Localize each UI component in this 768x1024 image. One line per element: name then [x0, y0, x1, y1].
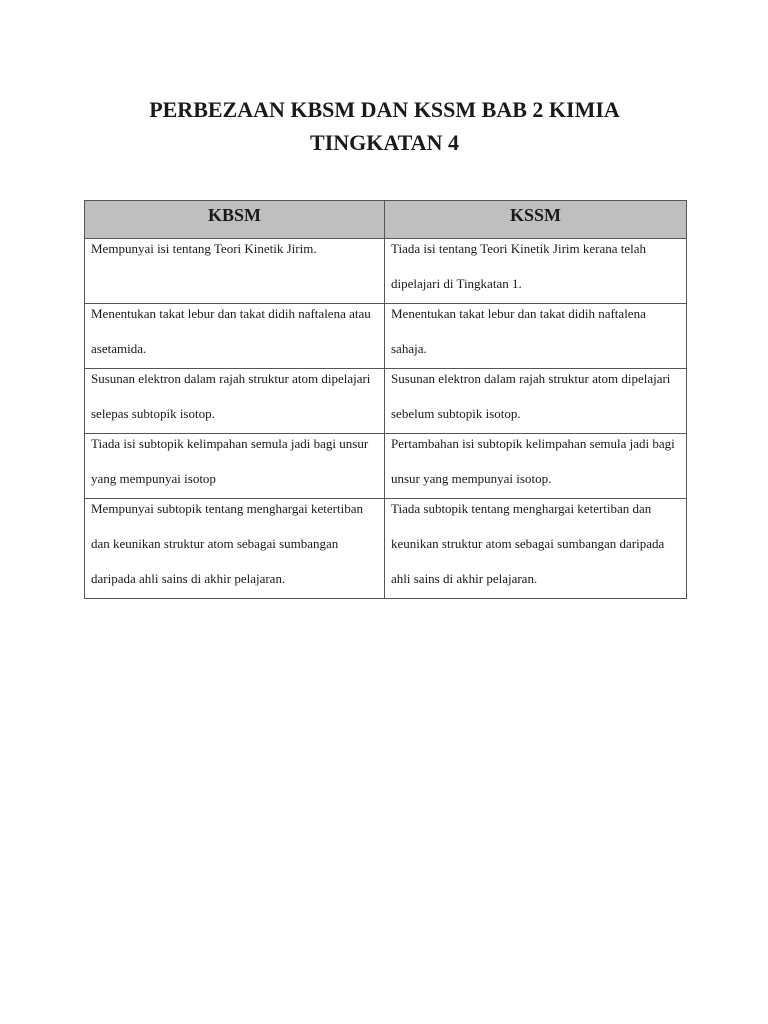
- table-row: [85, 499, 687, 599]
- table-cell-kssm: [385, 369, 687, 434]
- table-cell-kbsm: [85, 499, 385, 599]
- table-row: [85, 304, 687, 369]
- cell-text: Mempunyai isi tentang Teori Kinetik Jirim.: [91, 241, 317, 256]
- title-line-1: PERBEZAAN KBSM DAN KSSM BAB 2 KIMIA: [149, 97, 620, 122]
- title-line-2: TINGKATAN 4: [310, 130, 459, 155]
- cell-text: Pertambahan isi subtopik kelimpahan semula jadi bagi unsur yang mempunyai isotop.: [391, 436, 675, 486]
- table-cell-kssm: [385, 239, 687, 304]
- header-kbsm: KBSM: [85, 201, 385, 239]
- document-title: [84, 93, 685, 159]
- cell-text: Mempunyai subtopik tentang menghargai ketertiban dan keunikan struktur atom sebagai sumbangan daripada ahli sains di akhir pelajaran.: [91, 501, 363, 586]
- table-cell-kbsm: [85, 434, 385, 499]
- table-row: [85, 434, 687, 499]
- table-cell-kbsm: [85, 239, 385, 304]
- table-cell-kssm: [385, 499, 687, 599]
- cell-text: Susunan elektron dalam rajah struktur atom dipelajari sebelum subtopik isotop.: [391, 371, 671, 421]
- comparison-table: [84, 200, 687, 599]
- table-cell-kssm: [385, 434, 687, 499]
- table-cell-kssm: [385, 304, 687, 369]
- cell-text: Menentukan takat lebur dan takat didih naftalena atau asetamida.: [91, 306, 371, 356]
- header-kssm: KSSM: [385, 201, 687, 239]
- cell-text: Tiada subtopik tentang menghargai ketertiban dan keunikan struktur atom sebagai sumbangan daripada ahli sains di akhir pelajaran.: [391, 501, 665, 586]
- cell-text: Menentukan takat lebur dan takat didih naftalena sahaja.: [391, 306, 646, 356]
- table-cell-kbsm: [85, 369, 385, 434]
- table-row: [85, 239, 687, 304]
- cell-text: Susunan elektron dalam rajah struktur atom dipelajari selepas subtopik isotop.: [91, 371, 371, 421]
- table-row: [85, 369, 687, 434]
- cell-text: Tiada isi tentang Teori Kinetik Jirim kerana telah dipelajari di Tingkatan 1.: [391, 241, 647, 291]
- table-cell-kbsm: [85, 304, 385, 369]
- cell-text: Tiada isi subtopik kelimpahan semula jadi bagi unsur yang mempunyai isotop: [91, 436, 369, 486]
